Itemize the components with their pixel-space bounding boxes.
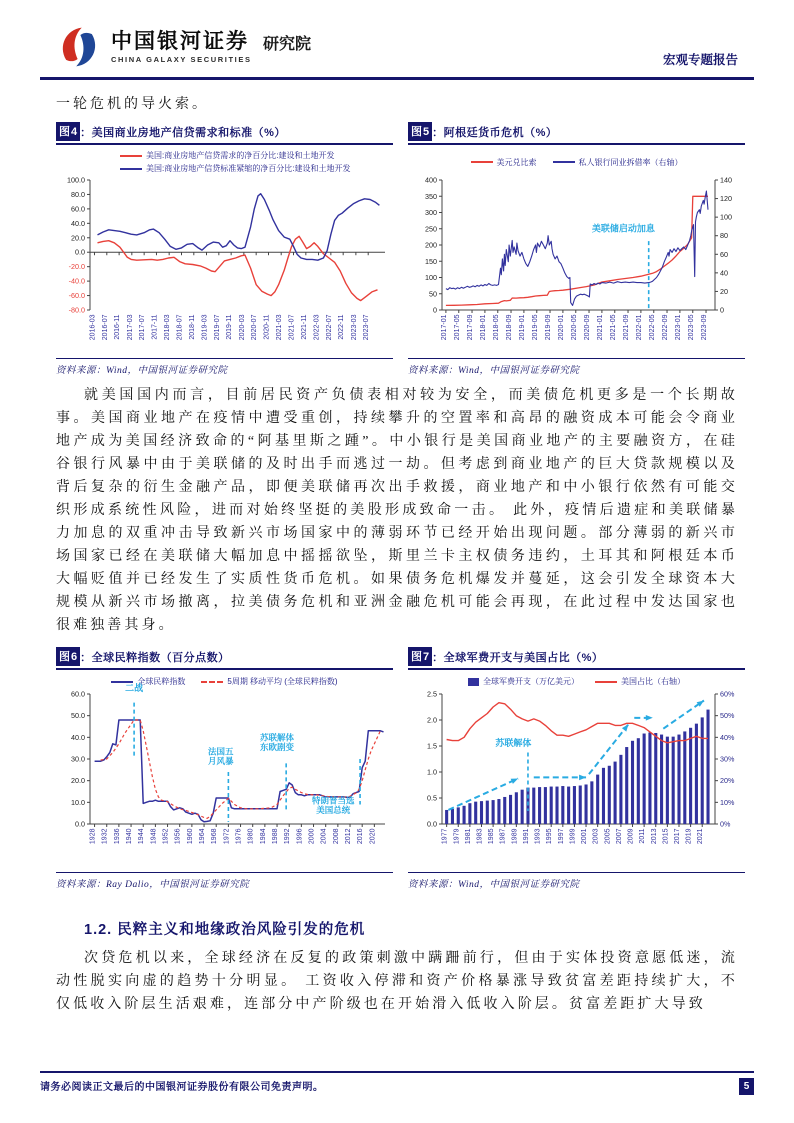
- svg-text:1.5: 1.5: [427, 741, 437, 751]
- svg-text:2018-05: 2018-05: [492, 314, 500, 341]
- legend-item: [553, 157, 683, 168]
- svg-text:2023-03: 2023-03: [350, 314, 358, 341]
- legend-swatch: [120, 168, 142, 170]
- svg-text:2016-03: 2016-03: [89, 314, 97, 341]
- svg-text:20: 20: [720, 286, 728, 296]
- svg-text:美联储启动加息: 美联储启动加息: [591, 223, 655, 234]
- svg-text:30%: 30%: [720, 754, 735, 764]
- svg-text:40.0: 40.0: [71, 732, 85, 742]
- svg-text:2023-05: 2023-05: [687, 314, 695, 341]
- figure-4-source: 资料来源：Wind，中国银河证券研究院: [56, 358, 393, 376]
- legend-label: 美国:商业房地产信贷标准紧缩的净百分比:建设和土地开发: [146, 164, 351, 173]
- svg-text:200: 200: [425, 240, 437, 250]
- svg-text:250: 250: [425, 224, 437, 234]
- figure-4-chart: [56, 174, 393, 356]
- svg-text:2009: 2009: [627, 828, 635, 845]
- svg-text:60.0: 60.0: [71, 204, 85, 214]
- svg-text:2021: 2021: [697, 828, 705, 845]
- svg-text:2019-07: 2019-07: [213, 314, 221, 341]
- svg-text:1987: 1987: [499, 828, 507, 845]
- institute-label: 研究院: [263, 35, 312, 53]
- section-heading: 1.2. 民粹主义和地缘政治风险引发的危机: [84, 922, 366, 938]
- svg-text:50: 50: [429, 289, 437, 299]
- svg-text:1956: 1956: [174, 828, 182, 845]
- svg-text:苏联解体东欧剧变: 苏联解体东欧剧变: [260, 732, 295, 753]
- svg-text:1999: 1999: [569, 828, 577, 845]
- svg-text:-20.0: -20.0: [68, 262, 85, 272]
- svg-text:2016-11: 2016-11: [114, 314, 122, 340]
- svg-text:2021-03: 2021-03: [276, 314, 284, 341]
- figure-7: [408, 647, 745, 890]
- svg-text:2017-05: 2017-05: [453, 314, 461, 341]
- svg-text:1991: 1991: [522, 828, 530, 845]
- svg-text:2011: 2011: [639, 828, 647, 844]
- svg-text:0.0: 0.0: [427, 819, 437, 829]
- legend-item: [120, 163, 350, 174]
- svg-text:0: 0: [720, 305, 724, 315]
- svg-text:1972: 1972: [223, 828, 231, 845]
- header: [40, 24, 754, 70]
- svg-text:1980: 1980: [247, 828, 255, 845]
- svg-text:50.0: 50.0: [71, 711, 85, 721]
- legend-item: [468, 676, 579, 687]
- figure-5-chart: [408, 174, 745, 356]
- legend-item: [120, 150, 334, 161]
- figure-7-source: 资料来源：Wind，中国银河证券研究院: [408, 872, 745, 890]
- svg-text:2004: 2004: [320, 828, 328, 845]
- svg-text:2005: 2005: [604, 828, 612, 845]
- svg-text:100.0: 100.0: [67, 175, 85, 185]
- legend-label: 全球民粹指数: [137, 677, 186, 686]
- svg-text:2019: 2019: [685, 828, 693, 845]
- figure-7-chart: [408, 688, 745, 870]
- svg-text:1932: 1932: [101, 828, 109, 845]
- svg-text:1928: 1928: [89, 828, 97, 845]
- legend-label: 美国占比（右轴）: [621, 677, 685, 686]
- svg-text:2017-03: 2017-03: [126, 314, 134, 341]
- svg-text:2020-01: 2020-01: [557, 314, 565, 341]
- legend-swatch: [553, 161, 575, 163]
- legend-label: 5周期 移动平均 (全球民粹指数): [227, 677, 338, 686]
- svg-text:100: 100: [425, 273, 437, 282]
- figure-5-title: 图5 ：阿根廷货币危机（%）: [408, 122, 745, 145]
- intro-text: 一轮危机的导火索。: [56, 97, 209, 112]
- svg-text:20.0: 20.0: [71, 233, 85, 243]
- svg-text:1983: 1983: [476, 828, 484, 845]
- svg-text:2018-01: 2018-01: [479, 314, 487, 341]
- svg-text:1984: 1984: [259, 828, 267, 845]
- figure-6-tag: 图6: [56, 647, 80, 666]
- svg-text:20.0: 20.0: [71, 776, 85, 786]
- legend-swatch: [595, 681, 617, 683]
- svg-text:法国五月风暴: 法国五月风暴: [208, 746, 234, 767]
- svg-text:60.0: 60.0: [71, 689, 85, 699]
- svg-text:2017-01: 2017-01: [440, 314, 448, 341]
- svg-text:1.0: 1.0: [427, 767, 437, 777]
- svg-text:-60.0: -60.0: [68, 291, 85, 301]
- svg-text:400: 400: [425, 175, 437, 185]
- legend-item: [201, 676, 337, 687]
- svg-text:2018-11: 2018-11: [188, 314, 196, 340]
- svg-text:2001: 2001: [581, 828, 589, 845]
- svg-text:2021-09: 2021-09: [623, 314, 631, 341]
- svg-text:2016: 2016: [357, 828, 365, 845]
- svg-text:2018-03: 2018-03: [164, 314, 172, 341]
- svg-text:-40.0: -40.0: [68, 276, 85, 286]
- figure-4-title: 图4 ：美国商业房地产信贷需求和标准（%）: [56, 122, 393, 145]
- svg-text:2022-01: 2022-01: [635, 314, 643, 341]
- footer: [40, 1071, 754, 1095]
- svg-text:0.0: 0.0: [75, 819, 85, 829]
- svg-text:20%: 20%: [720, 776, 735, 786]
- svg-text:1997: 1997: [557, 828, 565, 845]
- svg-text:2023-07: 2023-07: [363, 314, 371, 341]
- svg-text:1996: 1996: [296, 828, 304, 845]
- svg-text:10%: 10%: [720, 797, 735, 807]
- figure-5-tag: 图5: [408, 122, 432, 141]
- figure-7-legend: [408, 675, 745, 688]
- svg-text:2020-07: 2020-07: [251, 314, 259, 341]
- svg-text:80: 80: [720, 231, 728, 241]
- footer-disclaimer: 请务必阅读正文最后的中国银河证券股份有限公司免责声明。: [40, 1082, 324, 1093]
- svg-text:2017-07: 2017-07: [139, 314, 147, 341]
- svg-text:40%: 40%: [720, 732, 735, 742]
- svg-text:1948: 1948: [150, 828, 158, 845]
- svg-text:1936: 1936: [113, 828, 121, 845]
- svg-text:2021-11: 2021-11: [300, 314, 308, 340]
- svg-text:2022-07: 2022-07: [325, 314, 333, 341]
- svg-text:40.0: 40.0: [71, 218, 85, 228]
- svg-text:2.0: 2.0: [427, 715, 437, 725]
- svg-text:苏联解体: 苏联解体: [495, 738, 532, 748]
- svg-text:2023-09: 2023-09: [701, 314, 709, 341]
- svg-text:350: 350: [425, 191, 437, 201]
- svg-text:2003: 2003: [592, 828, 600, 845]
- svg-text:2022-09: 2022-09: [662, 314, 670, 341]
- svg-text:2020-05: 2020-05: [570, 314, 578, 341]
- figure-5: [408, 122, 745, 376]
- svg-text:2017: 2017: [673, 828, 681, 845]
- svg-text:2015: 2015: [662, 828, 670, 845]
- brand-block: [111, 31, 311, 64]
- legend-swatch: [201, 681, 223, 683]
- svg-text:1995: 1995: [546, 828, 554, 845]
- svg-text:2022-11: 2022-11: [338, 314, 346, 340]
- svg-text:2000: 2000: [308, 828, 316, 845]
- svg-text:0: 0: [433, 305, 437, 315]
- legend-label: 美元兑比索: [496, 157, 537, 167]
- galaxy-logo-icon: [56, 24, 102, 70]
- svg-text:2019-09: 2019-09: [545, 314, 553, 341]
- svg-text:1993: 1993: [534, 828, 542, 845]
- svg-text:1981: 1981: [464, 828, 472, 845]
- svg-text:2019-05: 2019-05: [531, 314, 539, 341]
- body-paragraph-2: 次贷危机以来，全球经济在反复的政策刺激中蹒跚前行，但由于实体投资意愿低迷，流动性脱实向虚的趋势十分明显。 工资收入停滞和资产价格暴涨导致贫富差距持续扩大，不仅低收入阶层生活艰难，连部分中产阶级也在开始滑入低收入阶层。贫富差距扩大导致: [56, 951, 738, 1012]
- svg-text:2013: 2013: [650, 828, 658, 845]
- svg-text:2007: 2007: [615, 828, 623, 845]
- svg-text:2018-07: 2018-07: [176, 314, 184, 341]
- figure-6-title: 图6 ：全球民粹指数（百分点数）: [56, 647, 393, 670]
- figure-6-source: 资料来源：Ray Dalio，中国银河证券研究院: [56, 872, 393, 890]
- svg-text:1977: 1977: [441, 828, 449, 845]
- svg-text:40: 40: [720, 268, 728, 278]
- svg-text:2.5: 2.5: [427, 689, 437, 699]
- svg-text:1976: 1976: [235, 828, 243, 845]
- figure-row-2: [56, 647, 738, 890]
- legend-swatch: [471, 161, 493, 163]
- svg-text:60: 60: [720, 249, 728, 259]
- figure-7-title: 图7 ：全球军费开支与美国占比（%）: [408, 647, 745, 670]
- svg-text:2021-05: 2021-05: [609, 314, 617, 341]
- svg-text:0.0: 0.0: [75, 247, 85, 257]
- figure-4-tag: 图4: [56, 122, 80, 141]
- svg-text:2022-05: 2022-05: [648, 314, 656, 341]
- legend-item: [471, 157, 537, 168]
- figure-row-1: [56, 122, 738, 376]
- svg-text:1968: 1968: [211, 828, 219, 845]
- page-number-badge: 5: [739, 1078, 754, 1095]
- figure-6-legend: [56, 675, 393, 688]
- svg-text:60%: 60%: [720, 689, 735, 699]
- svg-text:2020: 2020: [369, 828, 377, 845]
- svg-text:2019-11: 2019-11: [226, 314, 234, 340]
- svg-text:2019-01: 2019-01: [518, 314, 526, 341]
- svg-text:2020-03: 2020-03: [238, 314, 246, 341]
- legend-swatch: [120, 155, 142, 157]
- svg-text:50%: 50%: [720, 711, 735, 721]
- figure-4: [56, 122, 393, 376]
- svg-text:1940: 1940: [126, 828, 134, 845]
- legend-item: [111, 676, 185, 687]
- svg-text:2018-09: 2018-09: [506, 314, 514, 341]
- svg-text:300: 300: [425, 208, 437, 217]
- svg-text:1992: 1992: [284, 828, 292, 845]
- svg-text:2008: 2008: [332, 828, 340, 845]
- legend-item: [595, 676, 685, 687]
- svg-text:1952: 1952: [162, 828, 170, 845]
- legend-label: 全球军费开支（万亿美元）: [483, 677, 579, 686]
- figure-7-tag: 图7: [408, 647, 432, 666]
- body-paragraph-1: 就美国国内而言，目前居民资产负债表相对较为安全，而美债危机更多是一个长期故事。美国商业地产在疫情中遭受重创，持续攀升的空置率和高昂的融资成本可能会令商业地产成为美国经济致命的“阿基里斯之踵”。中小银行是美国商业地产的主要融资方，在硅谷银行风暴中由于美联储的及时出手而逃过一劫。但考虑到商业地产的巨大贷款规模以及背后复杂的衍生金融产品，即便美联储再次出手救援，商业地产和中小银行依然有可能交织形成系统性风险，进而对始终坚挺的美股形成致命一击。 此外，疫情后遗症和美联储暴力加息的双重冲击导致新兴市场国家中的薄弱环节已经开始出现问题。部分薄弱的新兴市场国家已经在美联储大幅加息中摇摇欲坠，斯里兰卡主权债务违约，土耳其和阿根廷本币大幅贬值并已经发生了实质性货币危机。如果债务危机爆发并蔓延，这会引发全球资本大规模从新兴市场撤离，拉美债务危机和亚洲金融危机可能会再现，在此过程中发达国家也很难独善其身。: [56, 388, 738, 633]
- svg-text:0.5: 0.5: [427, 793, 437, 803]
- svg-text:2016-07: 2016-07: [101, 314, 109, 341]
- figure-6: [56, 647, 393, 890]
- svg-text:-80.0: -80.0: [68, 305, 85, 315]
- svg-text:150: 150: [425, 256, 437, 266]
- svg-text:1964: 1964: [199, 828, 207, 845]
- legend-label: 美国:商业房地产信贷需求的净百分比:建设和土地开发: [146, 151, 335, 160]
- svg-text:2021-07: 2021-07: [288, 314, 296, 341]
- figure-4-legend: [56, 150, 393, 174]
- figure-5-source: 资料来源：Wind，中国银河证券研究院: [408, 358, 745, 376]
- svg-text:140: 140: [720, 175, 732, 185]
- brand-name-cn: 中国银河证券: [111, 30, 249, 54]
- svg-text:2017-09: 2017-09: [467, 314, 475, 341]
- svg-text:特朗普当选美国总统: 特朗普当选美国总统: [312, 795, 355, 815]
- report-type-label: 宏观专题报告: [662, 53, 738, 67]
- svg-text:10.0: 10.0: [71, 797, 85, 807]
- svg-text:30.0: 30.0: [71, 754, 85, 764]
- svg-text:2020-11: 2020-11: [263, 314, 271, 340]
- svg-text:0%: 0%: [720, 819, 731, 829]
- svg-text:1944: 1944: [138, 828, 146, 845]
- svg-text:1985: 1985: [488, 828, 496, 845]
- svg-text:100: 100: [720, 212, 732, 222]
- figure-5-legend: [408, 150, 745, 174]
- legend-swatch: [468, 678, 479, 686]
- svg-text:80.0: 80.0: [71, 189, 85, 199]
- svg-text:2017-11: 2017-11: [151, 314, 159, 340]
- svg-text:2012: 2012: [345, 828, 353, 845]
- svg-text:1989: 1989: [511, 828, 519, 845]
- svg-text:1979: 1979: [453, 828, 461, 845]
- svg-text:二战: 二战: [125, 682, 144, 693]
- svg-text:2019-03: 2019-03: [201, 314, 209, 341]
- svg-text:2022-03: 2022-03: [313, 314, 321, 341]
- figure-6-chart: [56, 682, 393, 870]
- brand-name-en: CHINA GALAXY SECURITIES: [111, 54, 252, 64]
- legend-label: 私人银行同业拆借率（右轴）: [578, 157, 683, 167]
- svg-text:1988: 1988: [272, 828, 280, 845]
- svg-text:2023-01: 2023-01: [674, 314, 682, 341]
- svg-text:120: 120: [720, 194, 732, 204]
- svg-text:2021-01: 2021-01: [596, 314, 604, 341]
- svg-text:1960: 1960: [186, 828, 194, 845]
- svg-text:2020-09: 2020-09: [584, 314, 592, 341]
